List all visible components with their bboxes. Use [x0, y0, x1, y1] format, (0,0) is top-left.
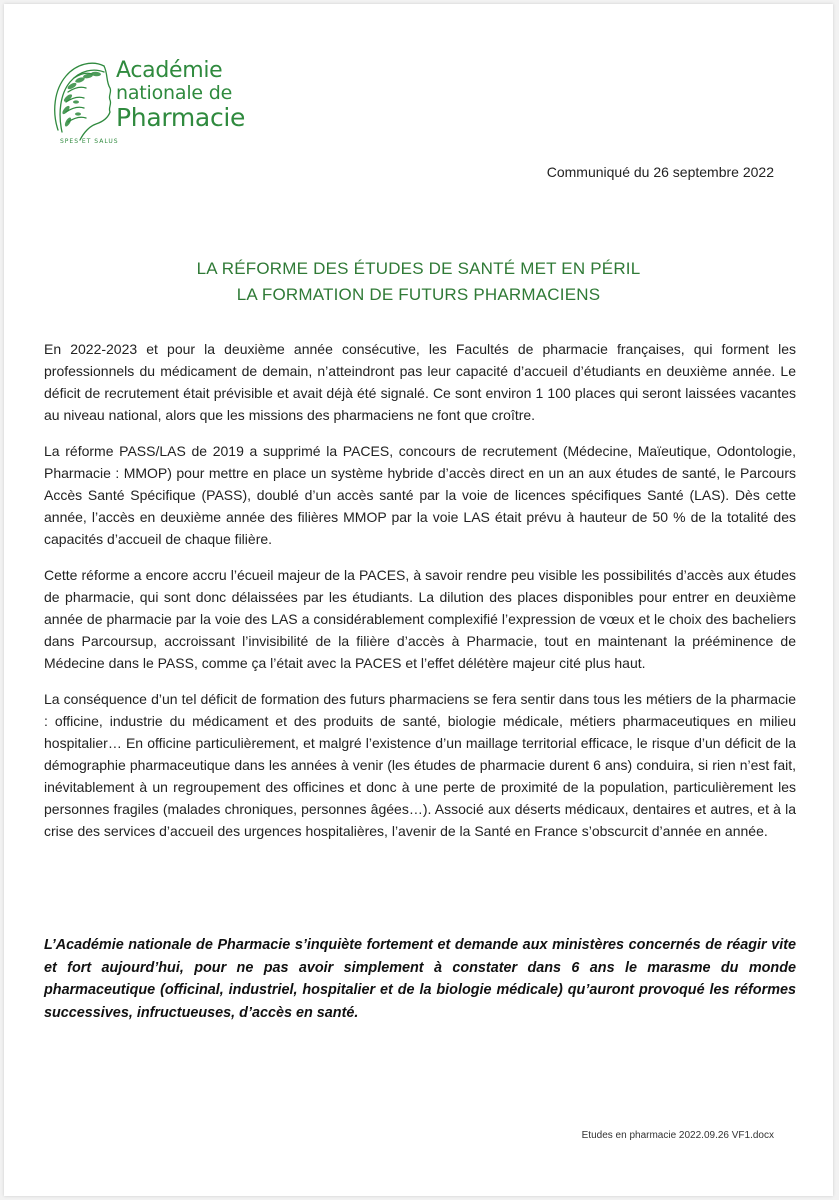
paragraph: En 2022-2023 et pour la deuxième année consécutive, les Facultés de pharmacie françaises, qui forment les professionnels du médicament de demain, n’atteindront pas leur capacité d’accueil d’étudiants en deuxième année. Le déficit de recrutement était prévisible et avait déjà été signalé. Ce sont environ 1 100 places qui seront laissées vacantes au niveau national, alors que les missions des pharmaciens ne font que croître. [44, 341, 796, 423]
document-page [4, 4, 833, 1196]
page-title [4, 256, 833, 308]
title-line-2: LA FORMATION DE FUTURS PHARMACIENS [236, 285, 601, 304]
communique-date: Communiqué du 26 septembre 2022 [546, 164, 774, 180]
logo-line-3: Pharmacie [116, 103, 246, 132]
footer-filename: Etudes en pharmacie 2022.09.26 VF1.docx [581, 1130, 774, 1141]
paragraph: Cette réforme a encore accru l’écueil majeur de la PACES, à savoir rendre peu visible les possibilités d’accès aux études de pharmacie, qui sont donc délaissées par les étudiants. La dilution des places disponibles pour entrer en deuxième année de pharmacie par la voie des LAS a considérablement complexifié l’expression de vœux et le choix des bacheliers dans Parcoursup, accroissant l’invisibilité de la filière d’accès à Pharmacie, tout en maintenant la prééminence de Médecine dans le PASS, comme ça l’était avec la PACES et l’effet délétère majeur cité plus haut. [44, 567, 796, 671]
conclusion-statement: L’Académie nationale de Pharmacie s’inquiète fortement et demande aux ministères concernés de réagir vite et fort aujourd’hui, pour ne pas avoir simplement à constater dans 6 ans le marasme du monde pharmaceutique (officinal, industriel, hospitalier et de la biologie médicale) qu’auront provoqué les réformes successives, infructueuses, d’accès en santé. [44, 937, 796, 1021]
logo-line-1: Académie [116, 58, 223, 83]
logo-line-2: nationale de [116, 82, 233, 104]
document-body [44, 338, 796, 856]
title-line-1: LA RÉFORME DES ÉTUDES DE SANTÉ MET EN PÉRIL [196, 259, 641, 278]
logo-motto: SPES ET SALUS [60, 138, 119, 145]
academie-logo [50, 52, 246, 152]
medallion-head-icon [50, 52, 120, 152]
logo-wordmark [116, 60, 245, 130]
paragraph: La conséquence d’un tel déficit de formation des futurs pharmaciens se fera sentir dans tous les métiers de la pharmacie : officine, industrie du médicament et des produits de santé, biologie médicale, métiers pharmaceutiques en milieu hospitalier… En officine particulièrement, et malgré l’existence d’un maillage territorial efficace, le risque d’un déficit de la démographie pharmaceutique dans les années à venir (les études de pharmacie durent 6 ans) conduira, si rien n’est fait, inévitablement à un regroupement des officines et donc à une perte de proximité de la population, particulièrement les personnes fragiles (malades chroniques, personnes âgées…). Associé aux déserts médicaux, dentaires et autres, et à la crise des services d’accueil des urgences hospitalières, l’avenir de la Santé en France s’obscurcit d’année en année. [44, 691, 796, 839]
paragraph: La réforme PASS/LAS de 2019 a supprimé la PACES, concours de recrutement (Médecine, Maïeutique, Odontologie, Pharmacie : MMOP) pour mettre en place un système hybride d’accès direct en un an aux études de santé, le Parcours Accès Santé Spécifique (PASS), doublé d’un accès santé par la voie de licences spécifiques Santé (LAS). Dès cette année, l’accès en deuxième année des filières MMOP par la voie LAS était prévu à hauteur de 50 % de la totalité des capacités d’accueil de chaque filière. [44, 443, 796, 547]
